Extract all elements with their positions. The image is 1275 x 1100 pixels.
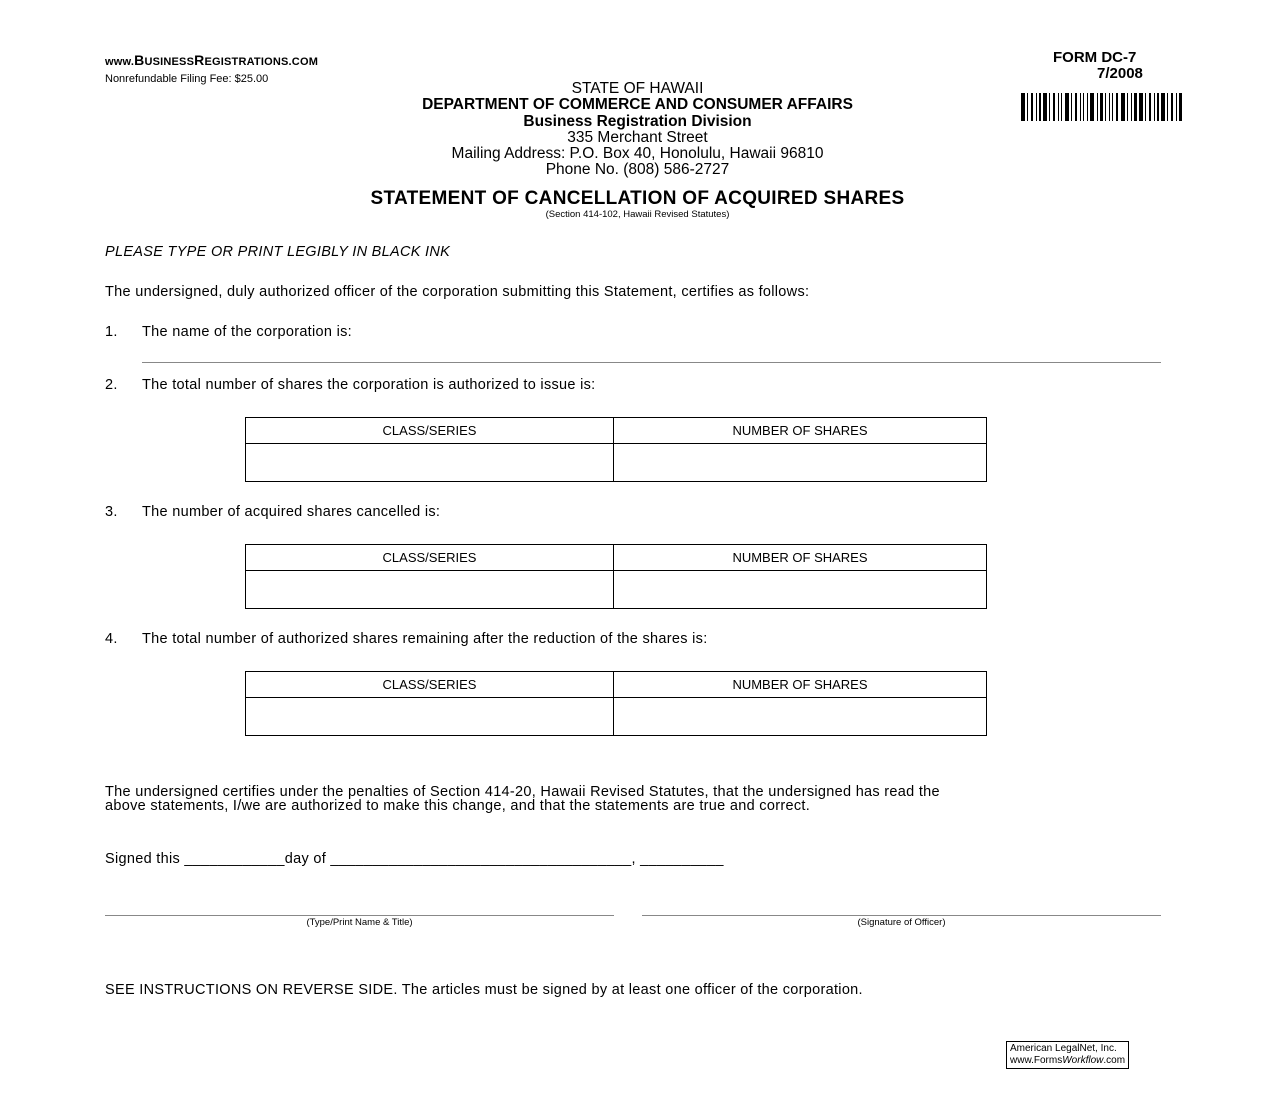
signature-field[interactable] (642, 915, 1161, 916)
cancelled-shares-table (245, 544, 987, 609)
form-date: 7/2008 (1097, 65, 1143, 82)
class-series-cell[interactable] (246, 571, 614, 609)
website-url: www.BUSINESSREGISTRATIONS.COM (105, 52, 319, 68)
remaining-shares-table (245, 671, 987, 736)
class-series-header: CLASS/SERIES (246, 418, 614, 444)
state-name: STATE OF HAWAII (571, 80, 704, 97)
item-text: The total number of shares the corporation is authorized to issue is: (142, 377, 596, 393)
class-series-cell[interactable] (246, 698, 614, 736)
item-number: 4. (105, 631, 118, 647)
item-number: 3. (105, 504, 118, 520)
number-of-shares-header: NUMBER OF SHARES (614, 545, 987, 571)
form-number: FORM DC-7 (1053, 49, 1137, 66)
class-series-header: CLASS/SERIES (246, 672, 614, 698)
publisher-url: www.FormsWorkflow.com (1010, 1055, 1126, 1066)
page-title: STATEMENT OF CANCELLATION OF ACQUIRED SHARES (370, 188, 905, 209)
item-text: The name of the corporation is: (142, 324, 352, 340)
item-text: The number of acquired shares cancelled is: (142, 504, 441, 520)
division-name: Business Registration Division (523, 113, 752, 130)
instruction: PLEASE TYPE OR PRINT LEGIBLY IN BLACK INK (105, 244, 451, 260)
phone-number: Phone No. (808) 586-2727 (545, 161, 730, 178)
filing-fee: Nonrefundable Filing Fee: $25.00 (105, 73, 269, 85)
corporation-name-field[interactable] (142, 362, 1161, 363)
number-of-shares-cell[interactable] (614, 571, 987, 609)
item-number: 1. (105, 324, 118, 340)
number-of-shares-header: NUMBER OF SHARES (614, 418, 987, 444)
class-series-cell[interactable] (246, 444, 614, 482)
name-title-label: (Type/Print Name & Title) (306, 917, 413, 928)
signature-label: (Signature of Officer) (857, 917, 946, 928)
item-text: The total number of authorized shares remaining after the reduction of the shares is: (142, 631, 708, 647)
class-series-header: CLASS/SERIES (246, 545, 614, 571)
mailing-address: Mailing Address: P.O. Box 40, Honolulu, Hawaii 96810 (451, 145, 824, 162)
publisher-name: American LegalNet, Inc. (1010, 1043, 1117, 1054)
signed-date-line[interactable]: Signed this ____________day of ____________________________________, __________ (105, 851, 724, 867)
number-of-shares-cell[interactable] (614, 698, 987, 736)
number-of-shares-cell[interactable] (614, 444, 987, 482)
number-of-shares-header: NUMBER OF SHARES (614, 672, 987, 698)
item-number: 2. (105, 377, 118, 393)
statute-reference: (Section 414-102, Hawaii Revised Statutes) (545, 209, 730, 220)
certification-line: above statements, I/we are authorized to make this change, and that the statements are true and correct. (105, 798, 811, 814)
certification-line: The undersigned certifies under the penalties of Section 414-20, Hawaii Revised Statutes, that the undersigned has read the (105, 784, 940, 800)
department-name: DEPARTMENT OF COMMERCE AND CONSUMER AFFAIRS (422, 96, 853, 113)
name-title-field[interactable] (105, 915, 614, 916)
intro-text: The undersigned, duly authorized officer of the corporation submitting this Statement, certifies as follows: (105, 284, 810, 300)
footer-note: SEE INSTRUCTIONS ON REVERSE SIDE. The articles must be signed by at least one officer of the corporation. (105, 982, 863, 998)
publisher-credit (1006, 1041, 1129, 1069)
authorized-shares-table (245, 417, 987, 482)
street-address: 335 Merchant Street (567, 129, 708, 146)
